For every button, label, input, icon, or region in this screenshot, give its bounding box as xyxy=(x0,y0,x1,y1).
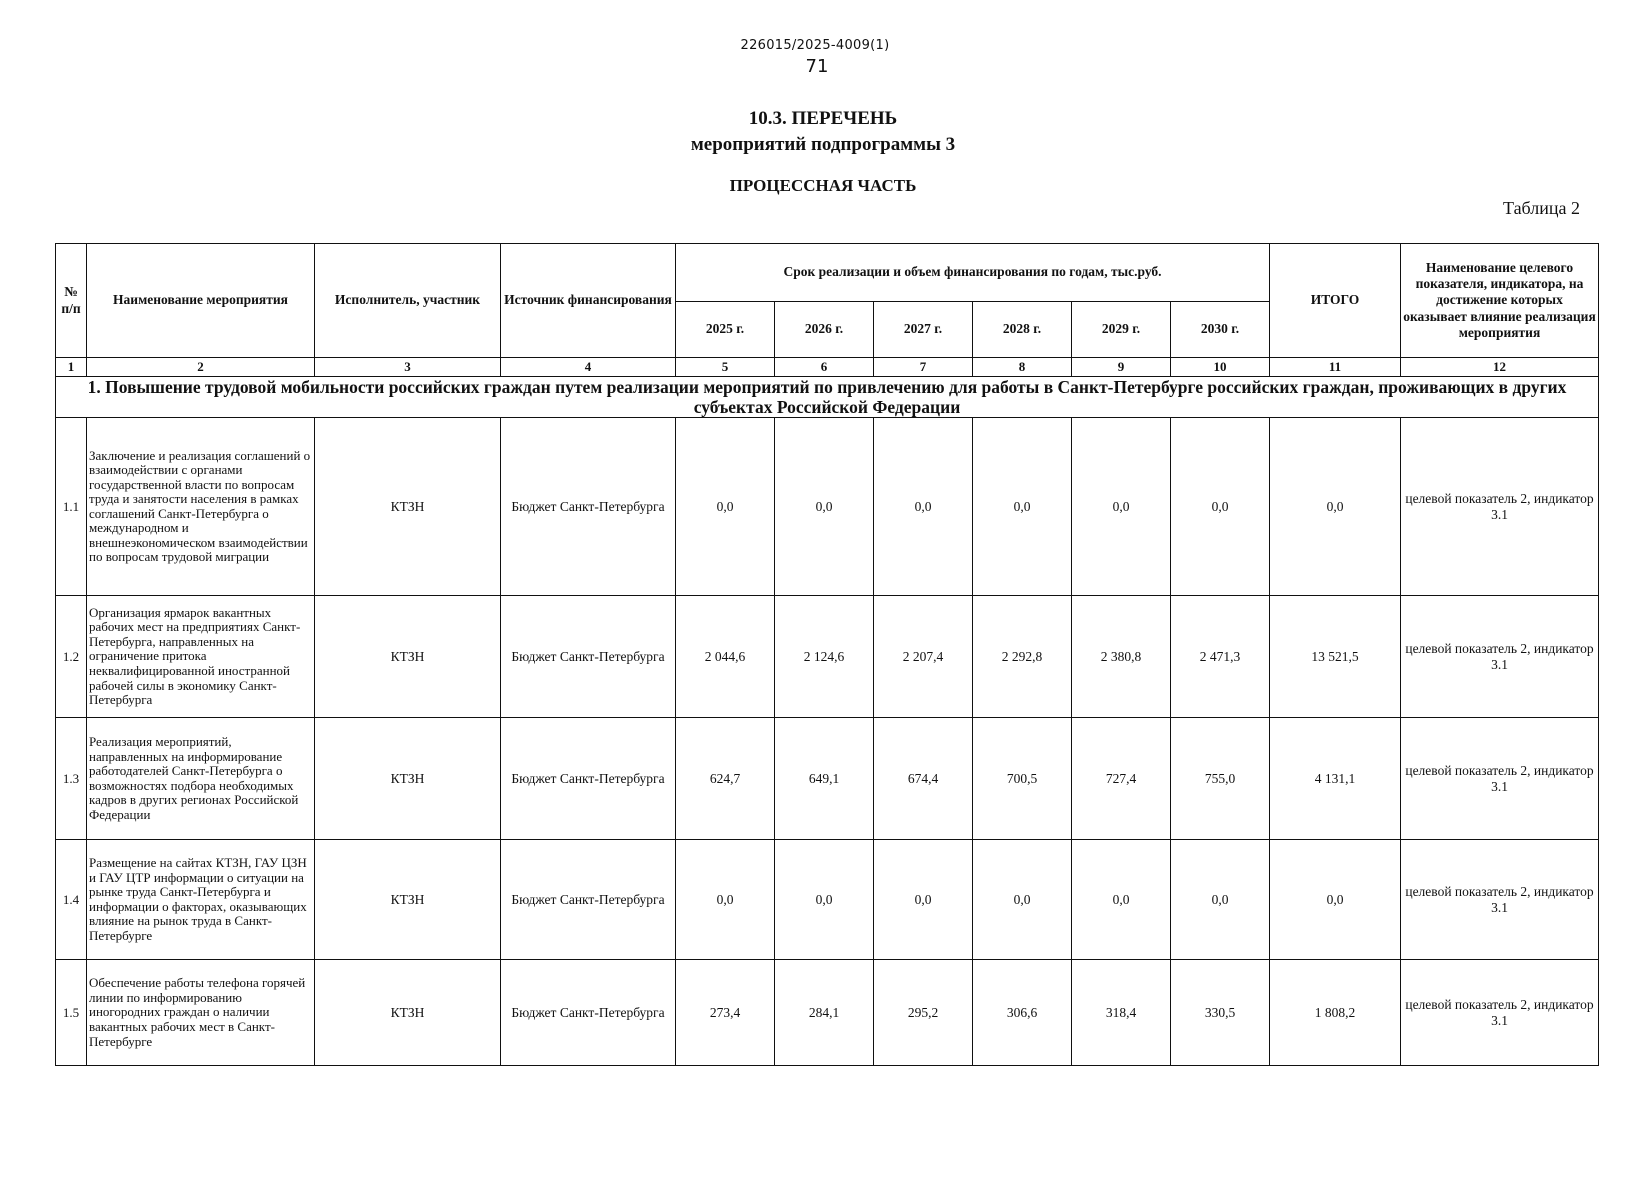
header-row xyxy=(56,244,1599,302)
value-2028: 0,0 xyxy=(973,840,1072,960)
value-2029: 0,0 xyxy=(1072,840,1171,960)
header-year: 2026 г. xyxy=(775,302,874,358)
value-2030: 2 471,3 xyxy=(1171,596,1270,718)
table-label: Таблица 2 xyxy=(1503,198,1580,218)
value-2025: 0,0 xyxy=(676,418,775,596)
total-value: 0,0 xyxy=(1270,840,1401,960)
header-year: 2025 г. xyxy=(676,302,775,358)
row-number: 1.4 xyxy=(56,840,87,960)
value-2029: 0,0 xyxy=(1072,418,1171,596)
funding-source: Бюджет Санкт-Петербурга xyxy=(501,596,676,718)
activity-name: Заключение и реализация соглашений о взаимодействии с органами государственной власти по вопросам труда и занятости населения в рамках соглашений Санкт-Петербурга о международном и внешнеэкономическом взаимодействии по вопросам трудовой миграции xyxy=(87,418,315,596)
value-2030: 755,0 xyxy=(1171,718,1270,840)
document-registration-number: 226015/2025-4009(1) xyxy=(740,38,890,53)
value-2030: 0,0 xyxy=(1171,418,1270,596)
indicator: целевой показатель 2, индикатор 3.1 xyxy=(1401,596,1599,718)
row-number: 1.3 xyxy=(56,718,87,840)
funding-source: Бюджет Санкт-Петербурга xyxy=(501,718,676,840)
total-value: 13 521,5 xyxy=(1270,596,1401,718)
table-row xyxy=(56,718,1599,840)
indicator: целевой показатель 2, индикатор 3.1 xyxy=(1401,840,1599,960)
funding-source: Бюджет Санкт-Петербурга xyxy=(501,840,676,960)
value-2026: 0,0 xyxy=(775,840,874,960)
value-2028: 700,5 xyxy=(973,718,1072,840)
value-2025: 2 044,6 xyxy=(676,596,775,718)
activities-table xyxy=(55,243,1599,1066)
indicator: целевой показатель 2, индикатор 3.1 xyxy=(1401,718,1599,840)
table-row xyxy=(56,596,1599,718)
column-numbers-row xyxy=(56,358,1599,377)
column-number: 11 xyxy=(1270,358,1401,377)
value-2029: 727,4 xyxy=(1072,718,1171,840)
column-number: 9 xyxy=(1072,358,1171,377)
value-2026: 2 124,6 xyxy=(775,596,874,718)
header-year: 2027 г. xyxy=(874,302,973,358)
indicator: целевой показатель 2, индикатор 3.1 xyxy=(1401,418,1599,596)
section-subtitle: ПРОЦЕССНАЯ ЧАСТЬ xyxy=(729,176,917,195)
value-2030: 0,0 xyxy=(1171,840,1270,960)
value-2027: 295,2 xyxy=(874,960,973,1066)
header-name: Наименование мероприятия xyxy=(87,244,315,358)
value-2027: 674,4 xyxy=(874,718,973,840)
value-2027: 0,0 xyxy=(874,418,973,596)
executor: КТЗН xyxy=(315,840,501,960)
row-number: 1.2 xyxy=(56,596,87,718)
activity-name: Обеспечение работы телефона горячей линии по информированию иногородних граждан о наличии вакантных рабочих мест в Санкт-Петербурге xyxy=(87,960,315,1066)
header-indicator: Наименование целевого показателя, индикатора, на достижение которых оказывает влияние реализация мероприятия xyxy=(1401,244,1599,358)
column-number: 3 xyxy=(315,358,501,377)
column-number: 2 xyxy=(87,358,315,377)
value-2027: 2 207,4 xyxy=(874,596,973,718)
column-number: 5 xyxy=(676,358,775,377)
executor: КТЗН xyxy=(315,960,501,1066)
document-title: 10.3. ПЕРЕЧЕНЬ xyxy=(748,108,898,129)
header-period: Срок реализации и объем финансирования по годам, тыс.руб. xyxy=(676,244,1270,302)
column-number: 6 xyxy=(775,358,874,377)
value-2025: 0,0 xyxy=(676,840,775,960)
column-number: 1 xyxy=(56,358,87,377)
indicator: целевой показатель 2, индикатор 3.1 xyxy=(1401,960,1599,1066)
header-executor: Исполнитель, участник xyxy=(315,244,501,358)
activity-name: Реализация мероприятий, направленных на информирование работодателей Санкт-Петербурга о возможностях подбора необходимых кадров в других регионах Российской Федерации xyxy=(87,718,315,840)
header-total: ИТОГО xyxy=(1270,244,1401,358)
value-2026: 0,0 xyxy=(775,418,874,596)
header-num: № п/п xyxy=(56,244,87,358)
executor: КТЗН xyxy=(315,718,501,840)
header-year: 2030 г. xyxy=(1171,302,1270,358)
column-number: 4 xyxy=(501,358,676,377)
value-2026: 649,1 xyxy=(775,718,874,840)
funding-source: Бюджет Санкт-Петербурга xyxy=(501,418,676,596)
column-number: 8 xyxy=(973,358,1072,377)
column-number: 12 xyxy=(1401,358,1599,377)
total-value: 4 131,1 xyxy=(1270,718,1401,840)
section-title: 1. Повышение трудовой мобильности российских граждан путем реализации мероприятий по привлечению для работы в Санкт-Петербурге российских граждан, проживающих в других субъектах Российской Федерации xyxy=(56,377,1599,418)
value-2025: 624,7 xyxy=(676,718,775,840)
table-row xyxy=(56,840,1599,960)
column-number: 7 xyxy=(874,358,973,377)
value-2028: 0,0 xyxy=(973,418,1072,596)
value-2026: 284,1 xyxy=(775,960,874,1066)
value-2028: 306,6 xyxy=(973,960,1072,1066)
header-year: 2029 г. xyxy=(1072,302,1171,358)
value-2029: 2 380,8 xyxy=(1072,596,1171,718)
value-2027: 0,0 xyxy=(874,840,973,960)
value-2025: 273,4 xyxy=(676,960,775,1066)
header-year: 2028 г. xyxy=(973,302,1072,358)
total-value: 0,0 xyxy=(1270,418,1401,596)
table-row xyxy=(56,960,1599,1066)
value-2028: 2 292,8 xyxy=(973,596,1072,718)
page-number: 71 xyxy=(805,56,829,77)
activity-name: Размещение на сайтах КТЗН, ГАУ ЦЗН и ГАУ ЦТР информации о ситуации на рынке труда Санкт-Петербурга и информации о факторах, оказывающих влияние на рынок труда в Санкт-Петербурге xyxy=(87,840,315,960)
header-source: Источник финансирования xyxy=(501,244,676,358)
executor: КТЗН xyxy=(315,418,501,596)
executor: КТЗН xyxy=(315,596,501,718)
total-value: 1 808,2 xyxy=(1270,960,1401,1066)
section-row xyxy=(56,377,1599,418)
value-2030: 330,5 xyxy=(1171,960,1270,1066)
table-row xyxy=(56,418,1599,596)
document-title-line2: мероприятий подпрограммы 3 xyxy=(690,134,956,155)
row-number: 1.1 xyxy=(56,418,87,596)
funding-source: Бюджет Санкт-Петербурга xyxy=(501,960,676,1066)
row-number: 1.5 xyxy=(56,960,87,1066)
activity-name: Организация ярмарок вакантных рабочих мест на предприятиях Санкт-Петербурга, направленных на ограничение притока неквалифицированной иностранной рабочей силы в экономику Санкт-Петербурга xyxy=(87,596,315,718)
column-number: 10 xyxy=(1171,358,1270,377)
value-2029: 318,4 xyxy=(1072,960,1171,1066)
